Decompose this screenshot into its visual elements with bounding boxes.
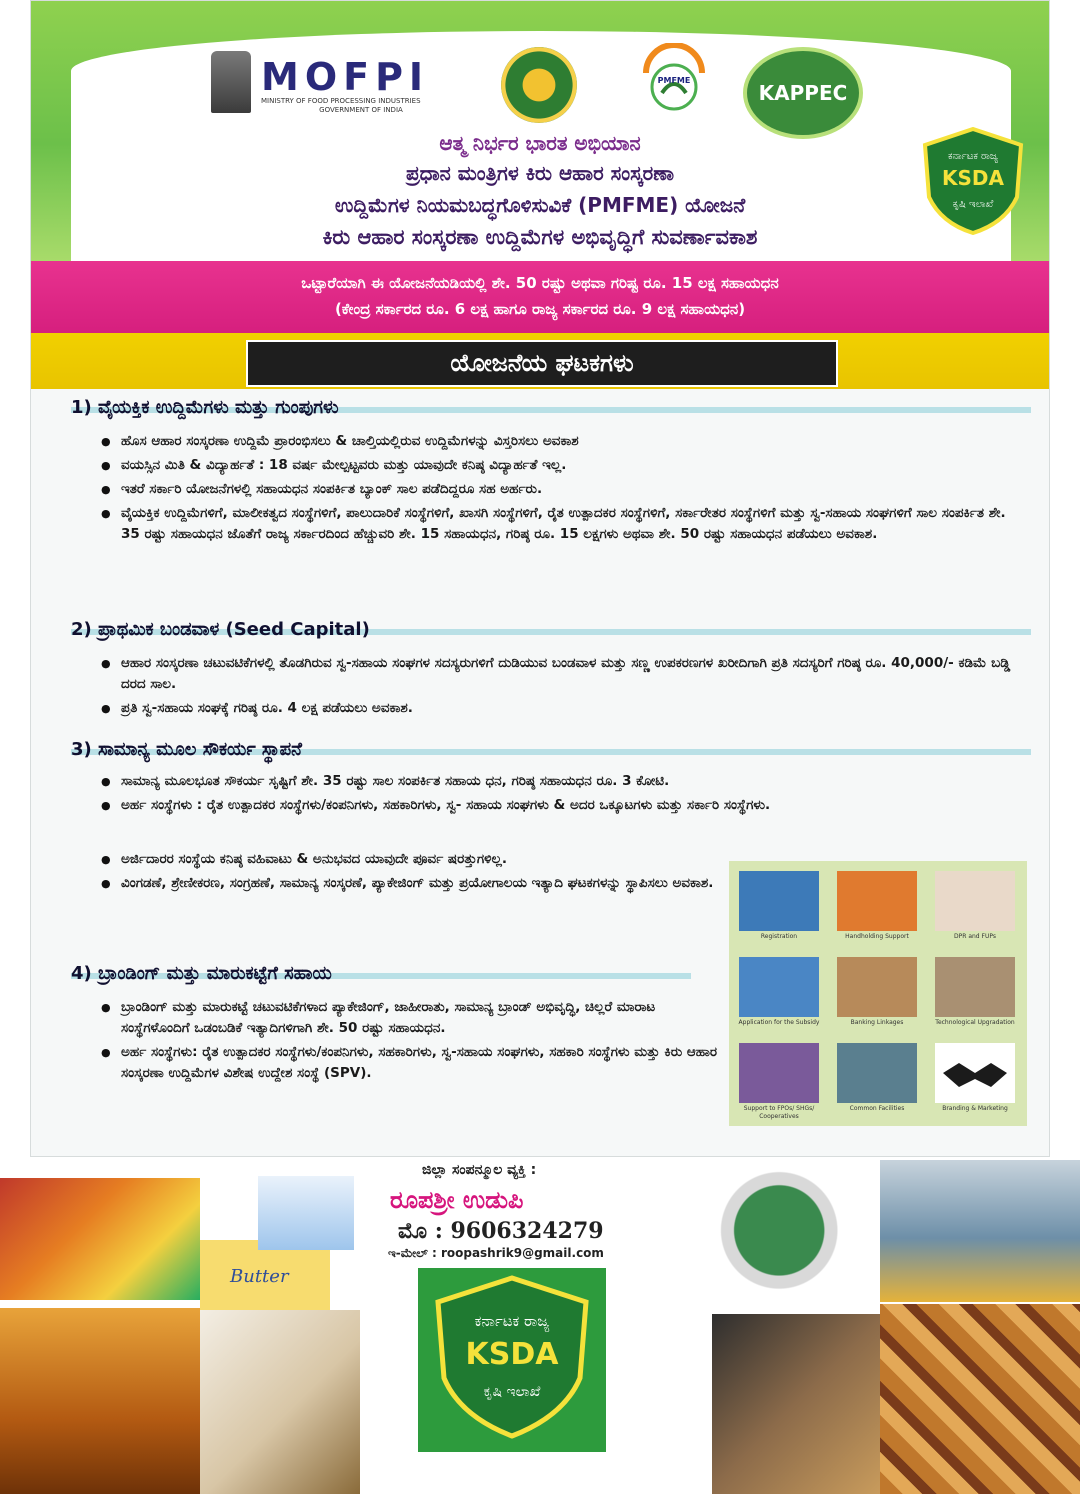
honey-photo — [0, 1308, 200, 1494]
section-3-list-a — [101, 771, 1021, 819]
components-title: ಯೋಜನೆಯ ಘಟಕಗಳು — [246, 340, 838, 387]
section-4-list — [101, 997, 721, 1087]
factory-interior-photo — [880, 1160, 1080, 1302]
list-item: ● ಆಹಾರ ಸಂಸ್ಕರಣಾ ಚಟುವಟಿಕೆಗಳಲ್ಲಿ ತೊಡಗಿರುವ ಸ್ವ-ಸಹಾಯ ಸಂಘಗಳ ಸದಸ್ಯರುಗಳಿಗೆ ದುಡಿಯುವ ಬಂಡವಾಳ ಮತ್ತು ಸಣ್ಣ ಉಪಕರಣಗಳ ಖರೀದಿಗಾಗಿ ಪ್ರತಿ ಸದಸ್ಯರಿಗೆ ಗರಿಷ್ಠ ರೂ. 40,000/- ಕಡಿಮೆ ಬಡ್ಡಿ ದರದ ಸಾಲ. — [101, 653, 1021, 695]
section-4-title: 4) ಬ್ರಾಂಡಿಂಗ್ ಮತ್ತು ಮಾರುಕಟ್ಟೆಗೆ ಸಹಾಯ — [71, 963, 332, 984]
header-line-3: ಉದ್ದಿಮೆಗಳ ನಿಯಮಬದ್ಧಗೊಳಿಸುವಿಕೆ (PMFME) ಯೋಜನೆ — [334, 193, 746, 217]
grid-caption: Support to FPOs/ SHGs/ Cooperatives — [743, 1105, 815, 1120]
contact-phone: ಮೊ : 9606324279 — [398, 1218, 604, 1244]
grid-tile-handholding — [833, 867, 921, 951]
scheme-features-grid — [729, 861, 1027, 1126]
section-1-title: 1) ವೈಯಕ್ತಿಕ ಉದ್ದಿಮೆಗಳು ಮತ್ತು ಗುಂಪುಗಳು — [71, 397, 339, 418]
flour-mill-machine-photo — [712, 1162, 880, 1314]
grid-tile-banking — [833, 953, 921, 1037]
kappec-logo: KAPPEC — [743, 47, 863, 139]
dpr-icon — [935, 871, 1015, 931]
header-line-1: ಆತ್ಮ ನಿರ್ಭರ ಭಾರತ ಅಭಿಯಾನ — [439, 131, 641, 155]
header-line-4: ಕಿರು ಆಹಾರ ಸಂಸ್ಕರಣಾ ಉದ್ದಿಮೆಗಳ ಅಭಿವೃದ್ಧಿಗೆ ಸುವರ್ಣಾವಕಾಶ — [322, 225, 758, 249]
funding-band — [31, 261, 1049, 333]
funding-line-2: (ಕೇಂದ್ರ ಸರ್ಕಾರದ ರೂ. 6 ಲಕ್ಷ ಹಾಗೂ ರಾಜ್ಯ ಸರ್ಕಾರದ ರೂ. 9 ಲಕ್ಷ ಸಹಾಯಧನ) — [334, 300, 746, 318]
header-line-2: ಪ್ರಧಾನ ಮಂತ್ರಿಗಳ ಕಿರು ಆಹಾರ ಸಂಸ್ಕರಣಾ — [405, 161, 675, 185]
grid-tile-branding — [931, 1039, 1019, 1123]
grid-tile-common-facilities — [833, 1039, 921, 1123]
factory-icon — [837, 1043, 917, 1103]
pmfme-logo-icon — [626, 43, 722, 127]
funding-line-1: ಒಟ್ಟಾರೆಯಾಗಿ ಈ ಯೋಜನೆಯಡಿಯಲ್ಲಿ ಶೇ. 50 ರಷ್ಟು ಅಥವಾ ಗರಿಷ್ಟ ರೂ. 15 ಲಕ್ಷ ಸಹಾಯಧನ — [301, 274, 779, 292]
grid-caption: DPR and FUPs — [954, 933, 996, 940]
grid-caption: Application for the Subsidy — [738, 1019, 820, 1026]
coconut-rice-photo — [200, 1310, 360, 1494]
grid-caption: Banking Linkages — [850, 1019, 904, 1026]
contact-name: ರೂಪಶ್ರೀ ಉಡುಪಿ — [390, 1186, 524, 1214]
mofpi-subtitle: MINISTRY OF FOOD PROCESSING INDUSTRIES — [261, 97, 421, 105]
contact-email: ಇ-ಮೇಲ್ : roopashrik9@gmail.com — [388, 1246, 604, 1260]
pickles-photo — [0, 1178, 200, 1300]
grid-tile-dpr — [931, 867, 1019, 951]
list-item: ● ಪ್ರತಿ ಸ್ವ-ಸಹಾಯ ಸಂಘಕ್ಕೆ ಗರಿಷ್ಠ ರೂ. 4 ಲಕ್ಷ ಪಡೆಯಲು ಅವಕಾಶ. — [101, 698, 1021, 719]
contact-label: ಜಿಲ್ಲಾ ಸಂಪನ್ಮೂಲ ವ್ಯಕ್ತಿ : — [422, 1162, 537, 1178]
grid-tile-registration — [735, 867, 823, 951]
support-icon — [739, 1043, 819, 1103]
list-item: ● ಅರ್ಹ ಸಂಸ್ಥೆಗಳು: ರೈತ ಉತ್ಪಾದಕರ ಸಂಸ್ಥೆಗಳು/ಕಂಪನಿಗಳು, ಸಹಕಾರಿಗಳು, ಸ್ವ-ಸಹಾಯ ಸಂಘಗಳು, ಸಹಕಾರಿ ಸಂಸ್ಥೆಗಳು ಮತ್ತು ಕಿರು ಆಹಾರ ಸಂಸ್ಕರಣಾ ಉದ್ದಿಮೆಗಳ ವಿಶೇಷ ಉದ್ದೇಶ ಸಂಸ್ಥೆ (SPV). — [101, 1042, 721, 1084]
bank-icon — [837, 957, 917, 1017]
grid-caption: Technological Upgradation — [935, 1019, 1015, 1026]
handshake-icon — [935, 1043, 1015, 1103]
registration-icon — [739, 871, 819, 931]
list-item: ● ಅರ್ಜಿದಾರರ ಸಂಸ್ಥೆಯ ಕನಿಷ್ಠ ವಹಿವಾಟು & ಅನುಭವದ ಯಾವುದೇ ಪೂರ್ವ ಷರತ್ತುಗಳಿಲ್ಲ. — [101, 849, 721, 870]
mofpi-title: MOFPI — [261, 55, 430, 99]
mofpi-logo — [261, 57, 461, 115]
pmfme-label: PMFME — [657, 76, 691, 85]
ksda-large-mid: KSDA — [465, 1337, 559, 1372]
ashoka-emblem-icon — [211, 51, 251, 113]
packaged-food-photo — [258, 1176, 354, 1250]
list-item: ● ಅರ್ಹ ಸಂಸ್ಥೆಗಳು : ರೈತ ಉತ್ಪಾದಕರ ಸಂಸ್ಥೆಗಳು/ಕಂಪನಿಗಳು, ಸಹಕಾರಿಗಳು, ಸ್ವ- ಸಹಾಯ ಸಂಘಗಳು & ಅದರ ಒಕ್ಕೂಟಗಳು ಮತ್ತು ಸರ್ಕಾರಿ ಸಂಸ್ಥೆಗಳು. — [101, 795, 1021, 816]
list-item: ● ಇತರೆ ಸರ್ಕಾರಿ ಯೋಜನೆಗಳಲ್ಲಿ ಸಹಾಯಧನ ಸಂಪರ್ಕಿತ ಬ್ಯಾಂಕ್ ಸಾಲ ಪಡೆದಿದ್ದರೂ ಸಹ ಅರ್ಹರು. — [101, 479, 1021, 500]
kitchen-worker-photo — [712, 1314, 880, 1494]
section-2-list — [101, 653, 1021, 722]
grid-caption: Common Facilities — [849, 1105, 905, 1112]
grid-caption: Registration — [760, 933, 798, 940]
list-item: ● ಹೊಸ ಆಹಾರ ಸಂಸ್ಕರಣಾ ಉದ್ದಿಮೆ ಪ್ರಾರಂಭಿಸಲು & ಚಾಲ್ತಿಯಲ್ಲಿರುವ ಉದ್ದಿಮೆಗಳನ್ನು ವಿಸ್ತರಿಸಲು ಅವಕಾಶ — [101, 431, 1021, 452]
grid-caption: Branding & Marketing — [942, 1105, 1008, 1112]
list-item: ● ವಯಸ್ಸಿನ ಮಿತಿ & ವಿದ್ಯಾರ್ಹತೆ : 18 ವರ್ಷ ಮೇಲ್ಪಟ್ಟವರು ಮತ್ತು ಯಾವುದೇ ಕನಿಷ್ಠ ವಿದ್ಯಾರ್ಹತೆ ಇಲ್ಲ. — [101, 455, 1021, 476]
list-item: ● ವೈಯಕ್ತಿಕ ಉದ್ದಿಮೆಗಳಿಗೆ, ಮಾಲೀಕತ್ವದ ಸಂಸ್ಥೆಗಳಿಗೆ, ಪಾಲುದಾರಿಕೆ ಸಂಸ್ಥೆಗಳಿಗೆ, ಖಾಸಗಿ ಸಂಸ್ಥೆಗಳಿಗೆ, ರೈತ ಉತ್ಪಾದಕರ ಸಂಸ್ಥೆಗಳಿಗೆ, ಸರ್ಕಾರೇತರ ಸಂಸ್ಥೆಗಳಿಗೆ ಮತ್ತು ಸ್ವ-ಸಹಾಯ ಸಂಘಗಳಿಗೆ ಸಾಲ ಸಂಪರ್ಕಿತ ಶೇ. 35 ರಷ್ಟು ಸಹಾಯಧನ ಜೊತೆಗೆ ರಾಜ್ಯ ಸರ್ಕಾರದಿಂದ ಹೆಚ್ಚುವರಿ ಶೇ. 15 ಸಹಾಯಧನ, ಗರಿಷ್ಠ ರೂ. 15 ಲಕ್ಷಗಳು ಅಥವಾ ಶೇ. 50 ರಷ್ಟು ಸಹಾಯಧನ ಪಡೆಯಲು ಅವಕಾಶ. — [101, 503, 1021, 545]
logo-row — [31, 43, 1049, 133]
ksda-small-mid: KSDA — [942, 166, 1004, 190]
butter-label: Butter — [230, 1266, 289, 1287]
section-2-title: 2) ಪ್ರಾಥಮಿಕ ಬಂಡವಾಳ (Seed Capital) — [71, 619, 370, 640]
list-item: ● ಬ್ರಾಂಡಿಂಗ್ ಮತ್ತು ಮಾರುಕಟ್ಟೆ ಚಟುವಟಿಕೆಗಳಾದ ಪ್ಯಾಕೇಜಿಂಗ್, ಜಾಹೀರಾತು, ಸಾಮಾನ್ಯ ಬ್ರಾಂಡ್ ಅಭಿವೃದ್ಧಿ, ಚಿಲ್ಲರೆ ಮಾರಾಟ ಸಂಸ್ಥೆಗಳೊಂದಿಗೆ ಒಡಂಬಡಿಕೆ ಇತ್ಯಾದಿಗಳಿಗಾಗಿ ಶೇ. 50 ರಷ್ಟು ಸಹಾಯಧನ. — [101, 997, 721, 1039]
ksda-small-top: ಕರ್ನಾಟಕ ರಾಜ್ಯ — [948, 151, 998, 162]
ksda-badge-large — [418, 1268, 606, 1452]
handholding-icon — [837, 871, 917, 931]
ksda-large-top: ಕರ್ನಾಟಕ ರಾಜ್ಯ — [474, 1312, 550, 1330]
mofpi-subtitle-2: GOVERNMENT OF INDIA — [319, 106, 403, 114]
application-icon — [739, 957, 819, 1017]
technology-icon — [935, 957, 1015, 1017]
snacks-photo — [880, 1304, 1080, 1494]
section-1-list — [101, 431, 1021, 548]
grid-tile-technology — [931, 953, 1019, 1037]
ksda-small-bot: ಕೃಷಿ ಇಲಾಖೆ — [952, 199, 994, 210]
grid-caption: Handholding Support — [845, 933, 909, 940]
list-item: ● ವಿಂಗಡಣೆ, ಶ್ರೇಣೀಕರಣ, ಸಂಗ್ರಹಣೆ, ಸಾಮಾನ್ಯ ಸಂಸ್ಕರಣೆ, ಪ್ಯಾಕೇಜಿಂಗ್ ಮತ್ತು ಪ್ರಯೋಗಾಲಯ ಇತ್ಯಾದಿ ಘಟಕಗಳನ್ನು ಸ್ಥಾಪಿಸಲು ಅವಕಾಶ. — [101, 873, 721, 894]
butter-photo — [200, 1240, 330, 1310]
karnataka-seal-icon — [501, 47, 577, 123]
section-3-list-b — [101, 849, 721, 897]
grid-tile-application — [735, 953, 823, 1037]
pmfme-logo — [626, 43, 722, 127]
list-item: ● ಸಾಮಾನ್ಯ ಮೂಲಭೂತ ಸೌಕರ್ಯ ಸೃಷ್ಟಿಗೆ ಶೇ. 35 ರಷ್ಟು ಸಾಲ ಸಂಪರ್ಕಿತ ಸಹಾಯ ಧನ, ಗರಿಷ್ಠ ಸಹಾಯಧನ ರೂ. 3 ಕೋಟಿ. — [101, 771, 1021, 792]
poster-card — [30, 0, 1050, 1157]
section-3-title: 3) ಸಾಮಾನ್ಯ ಮೂಲ ಸೌಕರ್ಯ ಸ್ಥಾಪನೆ — [71, 739, 302, 760]
grid-tile-support — [735, 1039, 823, 1123]
ksda-large-bot: ಕೃಷಿ ಇಲಾಖೆ — [483, 1384, 541, 1400]
